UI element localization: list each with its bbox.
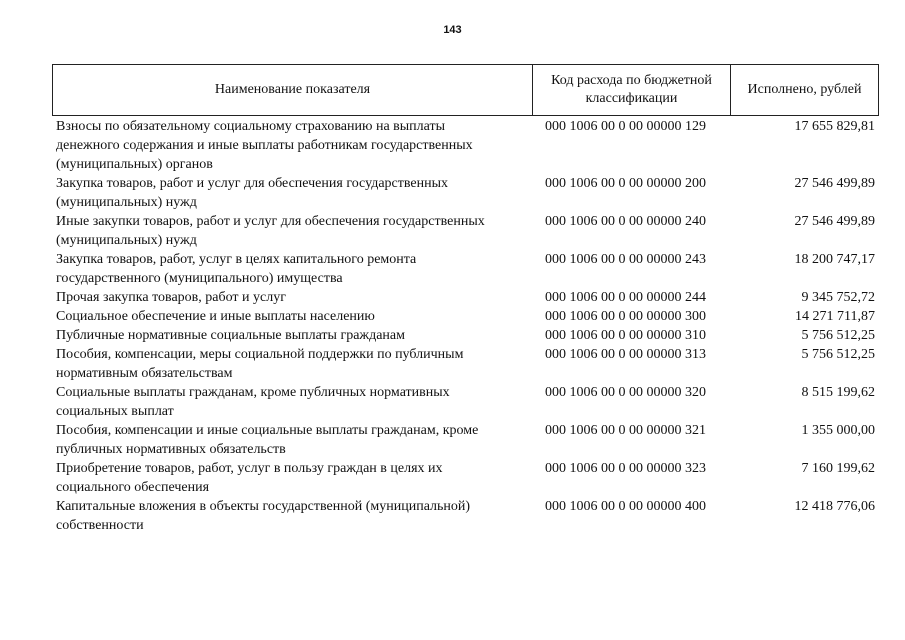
- indicator-name: [52, 345, 532, 383]
- expense-code: 000 1006 00 0 00 00000 400: [545, 499, 706, 514]
- table-row: [52, 383, 879, 421]
- executed-amount: 8 515 199,62: [801, 385, 875, 400]
- expense-code: 000 1006 00 0 00 00000 243: [545, 252, 706, 267]
- header-executed-amount: Исполнено, рублей: [747, 82, 862, 97]
- indicator-name: [52, 421, 532, 459]
- header-expense-code: Код расхода по бюджетной классификации: [533, 65, 731, 115]
- table-row: [52, 421, 879, 459]
- table-row: [52, 345, 879, 383]
- indicator-name-line: Публичные нормативные социальные выплаты гражданам: [56, 328, 405, 343]
- executed-amount: 7 160 199,62: [801, 461, 875, 476]
- table-row: [52, 459, 879, 497]
- executed-amount: 14 271 711,87: [795, 309, 875, 324]
- executed-amount: 18 200 747,17: [794, 252, 875, 267]
- indicator-name-line: собственности: [56, 518, 144, 533]
- table-row: [52, 497, 879, 535]
- indicator-name: [52, 383, 532, 421]
- executed-amount: 27 546 499,89: [794, 214, 875, 229]
- indicator-name-line: публичных нормативных обязательств: [56, 442, 286, 457]
- indicator-name-line: денежного содержания и иные выплаты работникам государственных: [56, 138, 473, 153]
- table-row: [52, 212, 879, 250]
- table-row: [52, 326, 879, 345]
- expense-code: 000 1006 00 0 00 00000 200: [545, 176, 706, 191]
- indicator-name-line: Социальные выплаты гражданам, кроме публичных нормативных: [56, 385, 450, 400]
- indicator-name: [52, 117, 532, 174]
- indicator-name-line: Закупка товаров, работ, услуг в целях капитального ремонта: [56, 252, 417, 267]
- table-row: [52, 288, 879, 307]
- expense-code: 000 1006 00 0 00 00000 321: [545, 423, 706, 438]
- table-row: [52, 250, 879, 288]
- expense-code: 000 1006 00 0 00 00000 300: [545, 309, 706, 324]
- expense-code: 000 1006 00 0 00 00000 323: [545, 461, 706, 476]
- indicator-name-line: Приобретение товаров, работ, услуг в пользу граждан в целях их: [56, 461, 443, 476]
- indicator-name: [52, 212, 532, 250]
- indicator-name-line: социальных выплат: [56, 404, 174, 419]
- indicator-name-line: Закупка товаров, работ и услуг для обеспечения государственных: [56, 176, 449, 191]
- indicator-name-line: Пособия, компенсации и иные социальные выплаты гражданам, кроме: [56, 423, 479, 438]
- page-number: 143: [443, 24, 462, 36]
- indicator-name-line: государственного (муниципального) имущества: [56, 271, 343, 286]
- indicator-name-line: (муниципальных) органов: [56, 157, 213, 172]
- executed-amount: 27 546 499,89: [794, 176, 875, 191]
- executed-amount: 9 345 752,72: [801, 290, 875, 305]
- table-row: [52, 174, 879, 212]
- expense-code: 000 1006 00 0 00 00000 310: [545, 328, 706, 343]
- executed-amount: 12 418 776,06: [794, 499, 875, 514]
- indicator-name-line: Прочая закупка товаров, работ и услуг: [56, 290, 286, 305]
- header-indicator-name: Наименование показателя: [53, 65, 533, 115]
- indicator-name: [52, 459, 532, 497]
- indicator-name-line: Пособия, компенсации, меры социальной поддержки по публичным: [56, 347, 464, 362]
- indicator-name-line: Иные закупки товаров, работ и услуг для обеспечения государственных: [56, 214, 485, 229]
- indicator-name: [52, 288, 532, 307]
- indicator-name-line: Взносы по обязательному социальному страхованию на выплаты: [56, 119, 446, 134]
- table-body: [52, 117, 879, 535]
- indicator-name-line: нормативным обязательствам: [56, 366, 233, 381]
- indicator-name-line: Социальное обеспечение и иные выплаты населению: [56, 309, 375, 324]
- indicator-name-line: Капитальные вложения в объекты государственной (муниципальной): [56, 499, 471, 514]
- indicator-name: [52, 250, 532, 288]
- table-header: [52, 64, 879, 116]
- expense-code: 000 1006 00 0 00 00000 320: [545, 385, 706, 400]
- indicator-name: [52, 326, 532, 345]
- executed-amount: 17 655 829,81: [794, 119, 875, 134]
- executed-amount: 5 756 512,25: [801, 347, 875, 362]
- executed-amount: 1 355 000,00: [801, 423, 875, 438]
- expense-code: 000 1006 00 0 00 00000 244: [545, 290, 706, 305]
- table-row: [52, 307, 879, 326]
- expense-code: 000 1006 00 0 00 00000 240: [545, 214, 706, 229]
- indicator-name-line: (муниципальных) нужд: [56, 195, 197, 210]
- expense-code: 000 1006 00 0 00 00000 129: [545, 119, 706, 134]
- expense-code: 000 1006 00 0 00 00000 313: [545, 347, 706, 362]
- indicator-name: [52, 497, 532, 535]
- table-row: [52, 117, 879, 174]
- indicator-name: [52, 307, 532, 326]
- executed-amount: 5 756 512,25: [801, 328, 875, 343]
- indicator-name: [52, 174, 532, 212]
- indicator-name-line: (муниципальных) нужд: [56, 233, 197, 248]
- indicator-name-line: социального обеспечения: [56, 480, 210, 495]
